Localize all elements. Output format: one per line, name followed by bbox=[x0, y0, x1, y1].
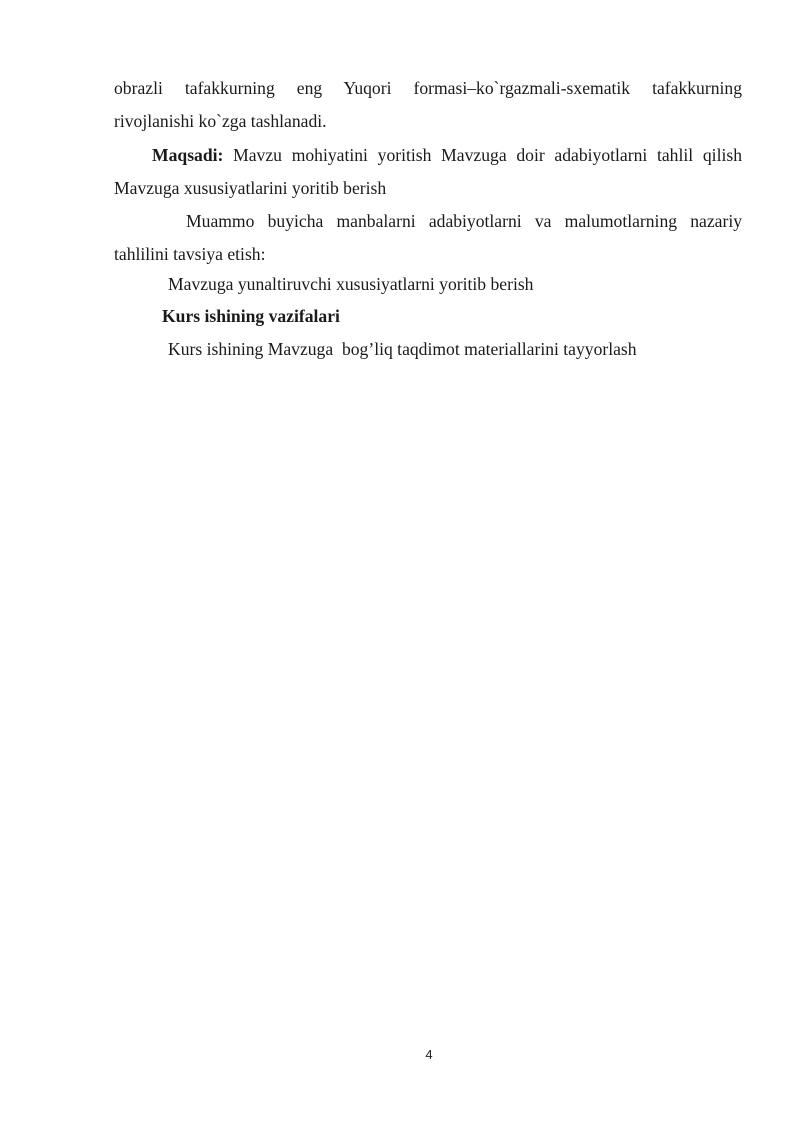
tasks-heading: Kurs ishining vazifalari bbox=[162, 306, 340, 326]
paragraph-line: tahlilini tavsiya etish: bbox=[114, 244, 266, 264]
goal-label: Maqsadi: bbox=[152, 145, 224, 165]
page-number: 4 bbox=[425, 1047, 433, 1062]
tasks-item: Kurs ishining Mavzuga bog’liq taqdimot materiallarini tayyorlash bbox=[168, 339, 637, 359]
paragraph-line: Mavzuga yunaltiruvchi xususiyatlarni yoritib berish bbox=[168, 274, 534, 294]
goal-paragraph-line bbox=[114, 145, 742, 165]
goal-paragraph-line: Mavzuga xususiyatlarini yoritib berish bbox=[114, 178, 387, 198]
paragraph-line: obrazli tafakkurning eng Yuqori formasi–ko`rgazmali-sxematik tafakkurning bbox=[114, 78, 742, 98]
paragraph-line: Muammo buyicha manbalarni adabiyotlarni va malumotlarning nazariy bbox=[186, 211, 742, 231]
paragraph-line: rivojlanishi ko`zga tashlanadi. bbox=[114, 111, 327, 131]
goal-text: Mavzu mohiyatini yoritish Mavzuga doir adabiyotlarni tahlil qilish bbox=[223, 145, 742, 165]
